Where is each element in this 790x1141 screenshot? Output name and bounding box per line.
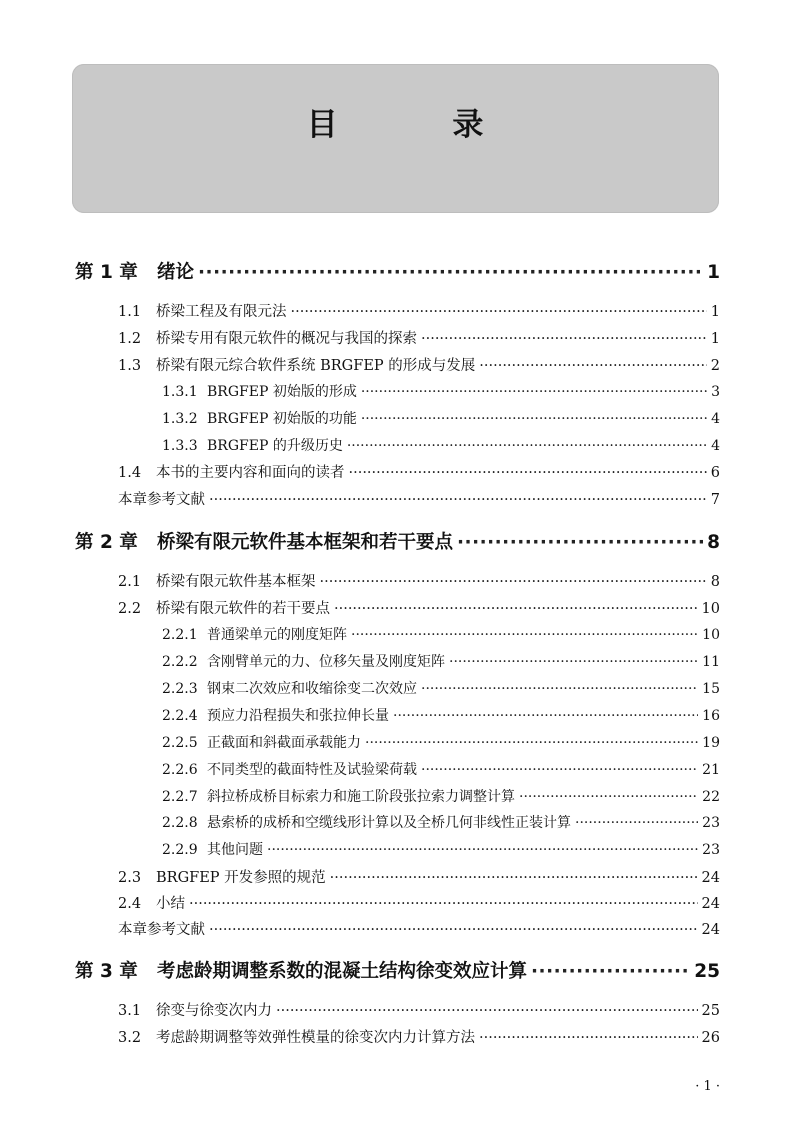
- toc-entry-s228[interactable]: [162, 812, 720, 832]
- toc-entry-s21[interactable]: [118, 570, 720, 591]
- dot-leader: [198, 262, 703, 283]
- toc-entry-s32[interactable]: [118, 1026, 720, 1047]
- toc-entry-s223[interactable]: [162, 678, 720, 698]
- dot-leader: [421, 331, 707, 347]
- toc-entry-r1[interactable]: [118, 488, 720, 509]
- toc-entry-page: 10: [701, 601, 720, 617]
- toc-entry-number: 2.2.5: [162, 735, 198, 751]
- toc-entry-title: 斜拉桥成桥目标索力和施工阶段张拉索力调整计算: [207, 789, 515, 805]
- dot-leader: [393, 708, 698, 724]
- toc-entry-title: 桥梁有限元软件基本框架和若干要点: [157, 532, 454, 553]
- toc-entry-title: 徐变与徐变次内力: [156, 1003, 272, 1019]
- toc-entry-page: 21: [702, 762, 720, 778]
- dot-leader: [189, 896, 698, 912]
- toc-entry-page: 1: [710, 331, 720, 347]
- dot-leader: [479, 1030, 698, 1046]
- dot-leader: [347, 438, 707, 454]
- toc-entry-title: BRGFEP 初始版的功能: [207, 411, 357, 427]
- toc-entry-s12[interactable]: [118, 327, 720, 348]
- toc-entry-page: 22: [702, 789, 720, 805]
- toc-entry-s224[interactable]: [162, 705, 720, 725]
- toc-entry-page: 24: [701, 870, 720, 886]
- toc-entry-number: 2.2.1: [162, 627, 198, 643]
- dot-leader: [267, 842, 698, 858]
- toc-entry-title: 预应力沿程损失和张拉伸长量: [207, 708, 389, 724]
- toc-entry-title: 本章参考文献: [118, 922, 205, 938]
- toc-entry-page: 6: [710, 465, 720, 481]
- dot-leader: [361, 411, 707, 427]
- toc-entry-number: 2.2.7: [162, 789, 198, 805]
- toc-entry-number: 2.2.4: [162, 708, 198, 724]
- toc-entry-title: 悬索桥的成桥和空缆线形计算以及全桥几何非线性正装计算: [207, 815, 571, 831]
- toc-entry-title: 桥梁工程及有限元法: [156, 304, 287, 320]
- toc-entry-page: 15: [702, 681, 720, 697]
- dot-leader: [421, 762, 698, 778]
- toc-entry-s24[interactable]: [118, 892, 720, 913]
- toc-entry-number: 1.3.3: [162, 438, 198, 454]
- toc-entry-page: 26: [701, 1030, 720, 1046]
- toc-entry-s221[interactable]: [162, 624, 720, 644]
- toc-entry-title: 绪论: [157, 262, 195, 283]
- toc-entry-title: 桥梁有限元软件基本框架: [156, 574, 316, 590]
- toc-entry-page: 25: [694, 961, 720, 982]
- toc-entry-title: 不同类型的截面特性及试验梁荷载: [207, 762, 417, 778]
- dot-leader: [209, 492, 707, 508]
- toc-entry-s11[interactable]: [118, 300, 720, 321]
- dot-leader: [457, 532, 703, 553]
- toc-entry-page: 11: [702, 654, 720, 670]
- toc-entry-title: 正截面和斜截面承载能力: [207, 735, 361, 751]
- toc-entry-number: 3.2: [118, 1030, 142, 1046]
- toc-entry-c3[interactable]: [75, 957, 720, 983]
- toc-entry-number: 2.1: [118, 574, 142, 590]
- toc-entry-s31[interactable]: [118, 999, 720, 1020]
- toc-entry-title: 考虑龄期调整系数的混凝土结构徐变效应计算: [157, 961, 528, 982]
- toc-entry-page: 24: [701, 922, 720, 938]
- toc-entry-title: 桥梁专用有限元软件的概况与我国的探索: [156, 331, 417, 347]
- toc-entry-page: 2: [710, 358, 720, 374]
- toc-entry-page: 24: [701, 896, 720, 912]
- toc-entry-page: 1: [707, 262, 720, 283]
- toc-entry-s133[interactable]: [162, 435, 720, 455]
- toc-entry-s227[interactable]: [162, 786, 720, 806]
- toc-entry-page: 25: [701, 1003, 720, 1019]
- toc-entry-title: 考虑龄期调整等效弹性模量的徐变次内力计算方法: [156, 1030, 475, 1046]
- toc-entry-page: 16: [702, 708, 720, 724]
- toc-entry-title: 普通梁单元的刚度矩阵: [207, 627, 347, 643]
- toc-entry-s226[interactable]: [162, 759, 720, 779]
- toc-entry-page: 10: [702, 627, 720, 643]
- dot-leader: [351, 627, 698, 643]
- toc-entry-title: 桥梁有限元综合软件系统 BRGFEP 的形成与发展: [156, 358, 476, 374]
- toc-entry-s132[interactable]: [162, 408, 720, 428]
- toc-entry-r2[interactable]: [118, 918, 720, 939]
- page-number: · 1 ·: [695, 1079, 720, 1094]
- toc-entry-page: 1: [710, 304, 720, 320]
- dot-leader: [449, 654, 698, 670]
- dot-leader: [209, 922, 698, 938]
- toc-entry-page: 23: [702, 842, 720, 858]
- toc-entry-number: 2.2.3: [162, 681, 198, 697]
- toc-entry-title: BRGFEP 初始版的形成: [207, 384, 357, 400]
- toc-entry-number: 2.4: [118, 896, 142, 912]
- toc-entry-title: 小结: [156, 896, 185, 912]
- toc-entry-s225[interactable]: [162, 732, 720, 752]
- toc-entry-number: 第 2 章: [75, 532, 138, 553]
- toc-entry-title: 本书的主要内容和面向的读者: [156, 465, 345, 481]
- toc-entry-c2[interactable]: [75, 528, 720, 554]
- toc-entry-s13[interactable]: [118, 354, 720, 375]
- toc-entry-title: BRGFEP 的升级历史: [207, 438, 343, 454]
- toc-entry-number: 3.1: [118, 1003, 142, 1019]
- toc-entry-s22[interactable]: [118, 597, 720, 618]
- toc-entry-number: 2.2.2: [162, 654, 198, 670]
- toc-entry-page: 23: [702, 815, 720, 831]
- toc-entry-number: 2.2.9: [162, 842, 198, 858]
- toc-entry-title: 本章参考文献: [118, 492, 205, 508]
- toc-entry-number: 第 1 章: [75, 262, 138, 283]
- toc-entry-number: 1.3.1: [162, 384, 198, 400]
- toc-entry-number: 1.1: [118, 304, 142, 320]
- toc-entry-number: 第 3 章: [75, 961, 138, 982]
- toc-entry-page: 3: [711, 384, 720, 400]
- toc-entry-number: 2.2.8: [162, 815, 198, 831]
- dot-leader: [334, 601, 698, 617]
- toc-entry-number: 1.4: [118, 465, 142, 481]
- toc-entry-page: 7: [710, 492, 720, 508]
- dot-leader: [421, 681, 698, 697]
- toc-entry-s229[interactable]: [162, 839, 720, 859]
- toc-entry-number: 2.2: [118, 601, 142, 617]
- toc-entry-s131[interactable]: [162, 381, 720, 401]
- dot-leader: [330, 870, 698, 886]
- toc-entry-page: 19: [702, 735, 720, 751]
- toc-entry-page: 4: [711, 411, 720, 427]
- toc-entry-number: 1.3: [118, 358, 142, 374]
- toc-entry-s14[interactable]: [118, 461, 720, 482]
- toc-entry-s23[interactable]: [118, 866, 720, 887]
- toc-entry-page: 8: [707, 532, 720, 553]
- dot-leader: [320, 574, 707, 590]
- toc-entry-number: 2.2.6: [162, 762, 198, 778]
- dot-leader: [531, 961, 690, 982]
- page-title: 目 录: [306, 107, 536, 143]
- toc-entry-number: 2.3: [118, 870, 142, 886]
- toc-entry-title: 含刚臂单元的力、位移矢量及刚度矩阵: [207, 654, 445, 670]
- dot-leader: [361, 384, 707, 400]
- dot-leader: [349, 465, 707, 481]
- toc-entry-title: 桥梁有限元软件的若干要点: [156, 601, 330, 617]
- dot-leader: [575, 815, 698, 831]
- dot-leader: [479, 358, 706, 374]
- toc-entry-number: 1.3.2: [162, 411, 198, 427]
- toc-entry-c1[interactable]: [75, 258, 720, 284]
- dot-leader: [291, 304, 707, 320]
- toc-entry-page: 4: [711, 438, 720, 454]
- toc-entry-title: 其他问题: [207, 842, 263, 858]
- toc-entry-title: BRGFEP 开发参照的规范: [156, 870, 326, 886]
- toc-entry-number: 1.2: [118, 331, 142, 347]
- dot-leader: [519, 789, 698, 805]
- dot-leader: [365, 735, 698, 751]
- toc-entry-page: 8: [710, 574, 720, 590]
- toc-entry-s222[interactable]: [162, 651, 720, 671]
- dot-leader: [276, 1003, 698, 1019]
- toc-entry-title: 钢束二次效应和收缩徐变二次效应: [207, 681, 417, 697]
